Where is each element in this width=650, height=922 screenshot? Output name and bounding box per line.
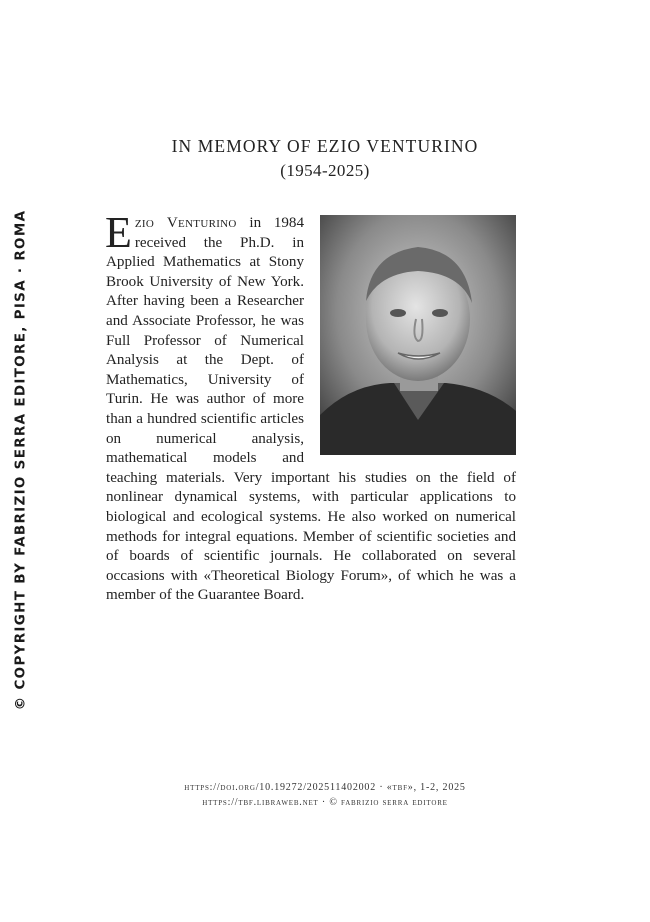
body-text: in 1984 received the Ph.D. in Applied Mathematics at Stony Brook University of New York. After having been a Researcher and Associate Professor, he was Full Professor of Numerical Analysis at the Dept. of Mathematics, University of Turin. He was author of more than a hundred scientific articles on numerical analysis, mathematical models and teaching materials. Very important his studies on the field of nonlinear dynamical systems, with particular applications to biological and ecological systems. He also worked on numerical methods for integral equations. Member of scientific societies and of boards of scientific journals. He collaborated on several occasions with «Theoretical Biology Forum», of which he was a member of the Guarantee Board. [106,215,516,604]
title-years: (1954-2025) [280,161,370,180]
title-text: IN MEMORY OF EZIO VENTURINO [171,136,479,156]
copyright-sidebar [8,209,32,711]
page-footer [0,780,650,810]
footer-doi: https://doi.org/10.19272/202511402002 · «tbf», 1-2, 2025 [184,782,466,793]
article-body [105,208,516,606]
footer-website: https://tbf.libraweb.net · © fabrizio serra editore [202,797,448,808]
portrait-photo [320,215,516,455]
drop-cap: E [105,208,132,257]
page-title [0,136,650,181]
subject-name: zio Venturino [134,215,237,231]
portrait-illustration [320,215,516,455]
copyright-text: © COPYRIGHT BY FABRIZIO SERRA EDITORE, PISA · ROMA [12,209,29,711]
